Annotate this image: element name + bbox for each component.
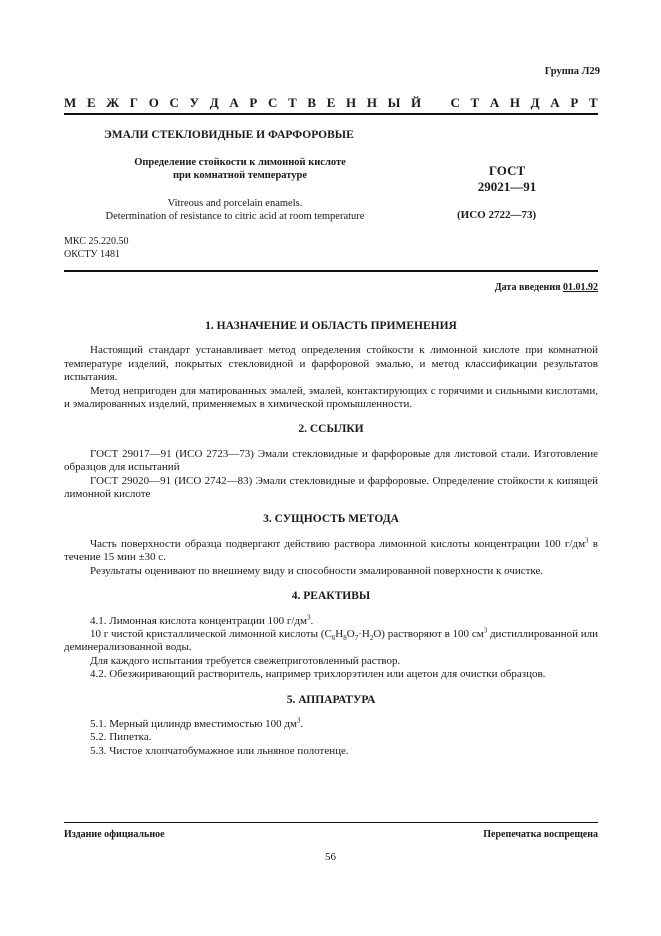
- gost-number: [452, 163, 562, 195]
- paragraph: [64, 538, 598, 565]
- banner-letter: Н: [366, 95, 377, 110]
- okstu-code: ОКСТУ 1481: [64, 249, 121, 260]
- subscript: 8: [343, 634, 347, 643]
- paragraph: Для каждого испытания требуется свежеприготовленный раствор.: [90, 654, 401, 667]
- text-run: H: [335, 627, 344, 640]
- paragraph: Результаты оценивают по внешнему виду и способности эмалированной поверхности к очистке.: [90, 564, 544, 577]
- date-label: Дата введения: [494, 282, 561, 293]
- paragraph: [64, 612, 598, 628]
- banner-letter: М: [64, 95, 77, 110]
- banner-letter: Т: [470, 95, 480, 110]
- english-title: [70, 197, 400, 223]
- text-run: 5.1. Мерный цилиндр вместимостью 100 дм: [90, 717, 297, 730]
- top-rule: [64, 113, 598, 115]
- banner-letter: Р: [249, 95, 258, 110]
- banner-letter: С: [450, 95, 460, 110]
- banner-letter: С: [268, 95, 278, 110]
- paragraph: 5.2. Пипетка.: [90, 731, 152, 744]
- text-run: дистиллированной или деминерализованной воды.: [64, 627, 599, 654]
- paragraph: 4.2. Обезжиривающий растворитель, например трихлорэтилен или ацетон для очистки образцов.: [90, 668, 546, 681]
- subtitle-line: при комнатной температуре: [172, 170, 308, 181]
- paragraph: Метод непригоден для матированных эмалей, эмалей, контактирующих с горячими и сильными кислотами, и эмалированных изделий, применяемых в химической промышленности.: [64, 384, 598, 411]
- banner-letter: А: [229, 95, 239, 110]
- english-title-line: Vitreous and porcelain enamels.: [167, 198, 303, 209]
- official-edition: Издание официальное: [64, 829, 165, 840]
- iso-reference: (ИСО 2722—73): [457, 209, 537, 221]
- superscript: 3: [307, 612, 311, 621]
- text-run: O: [346, 627, 355, 640]
- english-title-line: Determination of resistance to citric acid at room temperature: [105, 211, 365, 222]
- section-title: 2. ССЫЛКИ: [298, 423, 364, 436]
- gost-label: ГОСТ: [488, 163, 526, 178]
- document-title: ЭМАЛИ СТЕКЛОВИДНЫЕ И ФАРФОРОВЫЕ: [104, 129, 354, 141]
- mks-code: МКС 25.220.50: [64, 236, 129, 247]
- banner-letter: Д: [209, 95, 219, 110]
- banner-letter: Н: [346, 95, 357, 110]
- subtitle-line: Определение стойкости к лимонной кислоте: [134, 157, 346, 168]
- banner-letter: Й: [411, 95, 422, 110]
- document-body: [64, 310, 598, 758]
- paragraph: 5.3. Чистое хлопчатобумажное или льняное полотенце.: [90, 744, 349, 757]
- section-title: 4. РЕАКТИВЫ: [291, 590, 371, 603]
- text-run: в течение 15 мин ±30 с.: [64, 537, 599, 564]
- banner-letter: А: [550, 95, 560, 110]
- text-run: ·H: [358, 627, 370, 640]
- paragraph: [64, 628, 598, 655]
- gost-code: 29021—91: [477, 179, 537, 194]
- banner-letter: Е: [86, 95, 96, 110]
- superscript: 3: [585, 536, 589, 545]
- banner-letter: О: [148, 95, 159, 110]
- banner-letter: Г: [129, 95, 139, 110]
- paragraph: ГОСТ 29020—91 (ИСО 2742—83) Эмали стекловидные и фарфоровые. Определение стойкости к кипящей лимонной кислоте: [64, 474, 598, 501]
- reprint-prohibited: Перепечатка воспрещена: [483, 829, 598, 840]
- footer-rule: [64, 822, 598, 823]
- text-run: 10 г чистой кристаллической лимонной кислоты (C: [90, 627, 332, 640]
- section-title: 1. НАЗНАЧЕНИЕ И ОБЛАСТЬ ПРИМЕНЕНИЯ: [205, 320, 457, 332]
- text-run: 4.1. Лимонная кислота концентрации 100 г/дм: [90, 614, 307, 627]
- effective-date: [495, 282, 598, 293]
- banner-letter: Ы: [387, 95, 401, 110]
- superscript: 3: [483, 626, 488, 635]
- header-rule: [64, 270, 598, 272]
- banner-gap: [432, 95, 440, 111]
- group-code: Группа Л29: [544, 66, 600, 77]
- section-title: 3. СУЩНОСТЬ МЕТОДА: [263, 513, 399, 526]
- banner-letter: Н: [509, 95, 521, 110]
- text-run: Часть поверхности образца подвергают действию раствора лимонной кислоты концентрации 100 г/дм: [90, 537, 586, 550]
- subscript: 6: [331, 634, 336, 643]
- banner-letter: Ж: [106, 95, 120, 110]
- section-title: 5. АППАРАТУРА: [286, 693, 376, 706]
- superscript: 3: [296, 716, 301, 725]
- paragraph: Настоящий стандарт устанавливает метод определения стойкости к лимонной кислоте при комнатной температуре изделий, покрытых стекловидной и фарфоровой эмалью, и метод классификации результатов испытания.: [64, 344, 598, 384]
- banner-letter: Т: [588, 95, 598, 110]
- date-value: 01.01.92: [563, 282, 598, 293]
- paragraph: [64, 718, 598, 731]
- document-subtitle: [90, 156, 390, 182]
- standard-banner: [64, 95, 598, 111]
- banner-letter: Т: [288, 95, 297, 110]
- banner-letter: Р: [570, 95, 579, 110]
- text-run: .: [300, 717, 304, 730]
- banner-letter: А: [489, 95, 500, 110]
- banner-letter: В: [307, 95, 317, 110]
- text-run: O) растворяют в 100 см: [373, 627, 484, 640]
- page-number: 56: [325, 851, 336, 863]
- text-run: .: [310, 614, 314, 627]
- banner-letter: Д: [530, 95, 540, 110]
- subscript: 7: [354, 634, 359, 643]
- paragraph: ГОСТ 29017—91 (ИСО 2723—73) Эмали стекловидные и фарфоровые для листовой стали. Изготовление образцов для испытаний: [64, 447, 598, 474]
- subscript: 2: [369, 634, 374, 643]
- banner-letter: Е: [326, 95, 336, 110]
- banner-letter: С: [169, 95, 179, 110]
- banner-letter: У: [189, 95, 200, 110]
